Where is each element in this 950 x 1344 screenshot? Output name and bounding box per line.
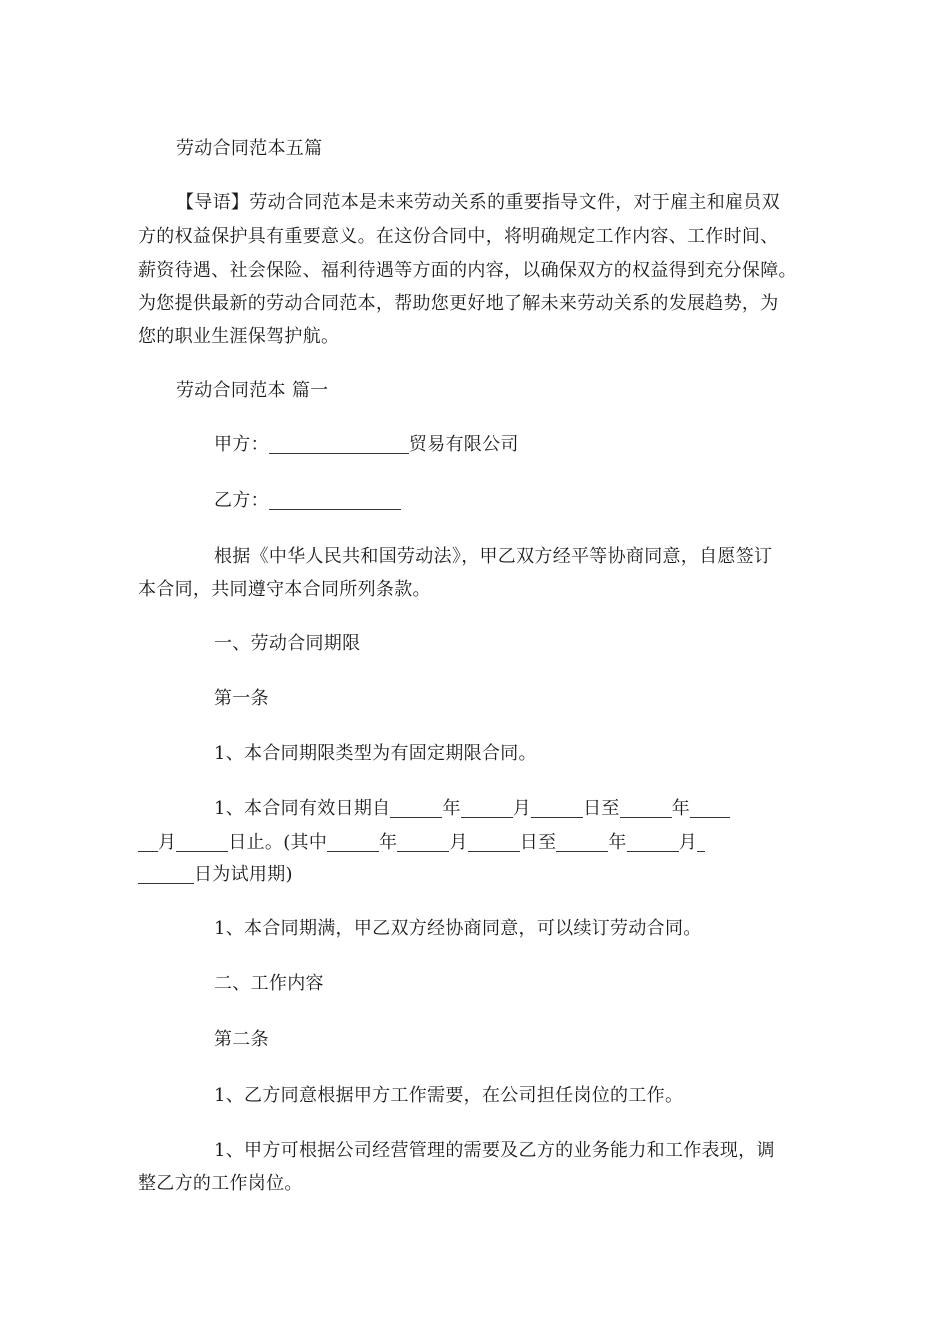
term-dates-line-2: 月 日止。(其中 年 月 日至 年 月 — [138, 826, 705, 860]
position: 1、乙方同意根据甲方工作需要，在公司担任岗位的工作。 — [214, 1085, 684, 1106]
party-a-blank — [269, 431, 409, 454]
preamble-line-2: 本合同，共同遵守本合同所列条款。 — [138, 579, 431, 600]
adjust-line-1: 1、甲方可根据公司经营管理的需要及乙方的业务能力和工作表现，调 — [214, 1140, 775, 1161]
term-dates-line-3: 日为试用期) — [138, 858, 293, 892]
party-a-line — [214, 428, 519, 462]
term-dates-line-1: 1、本合同有效日期自 年 月 日至 年 — [214, 792, 730, 826]
intro-line-1: 【导语】劳动合同范本是未来劳动关系的重要指导文件，对于雇主和雇员双 — [176, 192, 780, 213]
heading-content: 二、工作内容 — [214, 973, 324, 994]
article-1: 第一条 — [214, 688, 269, 709]
intro-line-2: 方的权益保护具有重要意义。在这份合同中，将明确规定工作内容、工作时间、 — [138, 226, 779, 247]
document-title: 劳动合同范本五篇 — [176, 138, 323, 159]
party-b-line — [214, 484, 401, 518]
document-page — [138, 0, 818, 1344]
intro-line-5: 您的职业生涯保驾护航。 — [138, 326, 340, 347]
adjust-line-2: 整乙方的工作岗位。 — [138, 1173, 303, 1194]
party-b-label: 乙方： — [214, 490, 269, 511]
party-a-suffix: 贸易有限公司 — [408, 434, 519, 455]
party-b-blank — [269, 487, 401, 510]
heading-term: 一、劳动合同期限 — [214, 633, 361, 654]
party-a-label: 甲方： — [214, 434, 269, 455]
article-2: 第二条 — [214, 1029, 269, 1050]
intro-line-4: 为您提供最新的劳动合同范本，帮助您更好地了解未来劳动关系的发展趋势，为 — [138, 293, 779, 314]
intro-line-3: 薪资待遇、社会保险、福利待遇等方面的内容，以确保双方的权益得到充分保障。 — [138, 260, 797, 281]
renewal: 1、本合同期满，甲乙双方经协商同意，可以续订劳动合同。 — [214, 918, 702, 939]
preamble-line-1: 根据《中华人民共和国劳动法》，甲乙双方经平等协商同意，自愿签订 — [214, 546, 773, 567]
section-title: 劳动合同范本 篇一 — [176, 380, 329, 401]
term-type: 1、本合同期限类型为有固定期限合同。 — [214, 743, 537, 764]
